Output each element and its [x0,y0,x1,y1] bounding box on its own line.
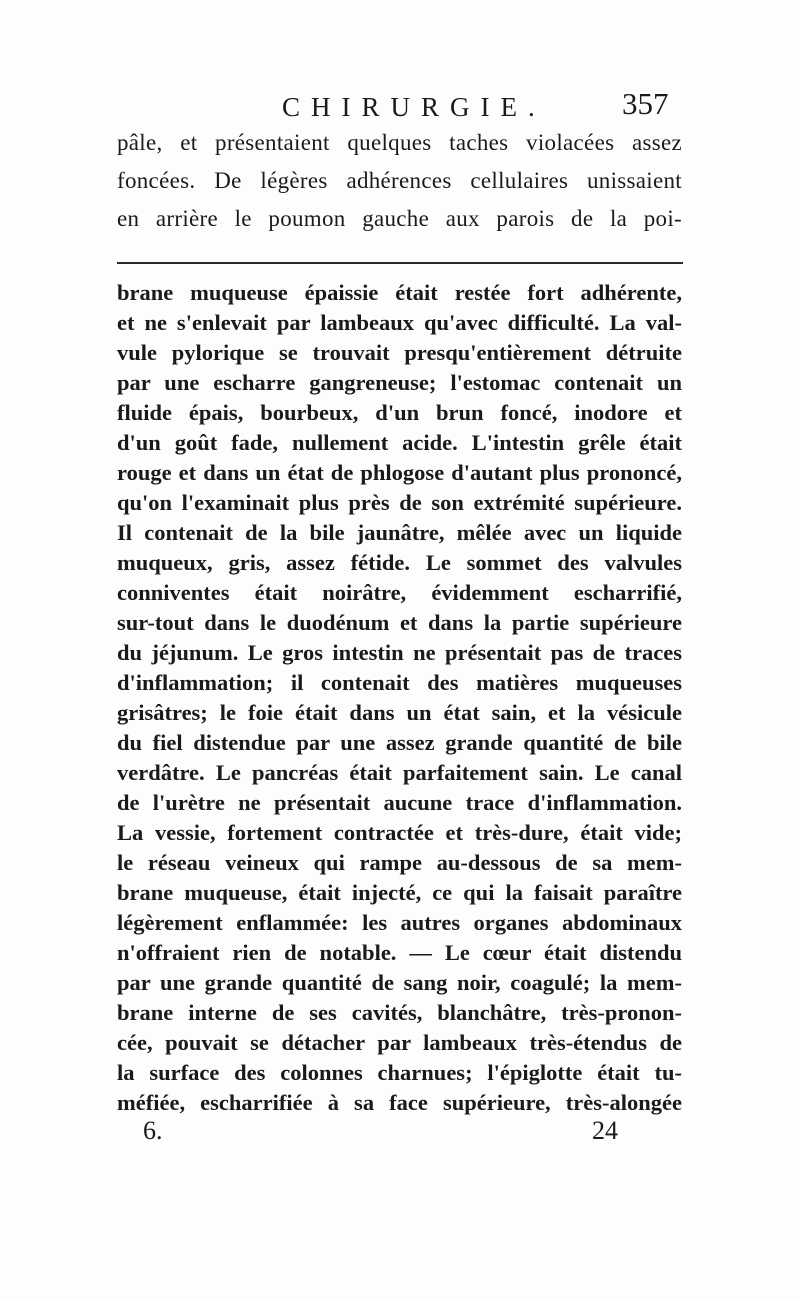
note-line: méfiée, escharrifiée à sa face supérieure, très-alongée [117,1090,682,1115]
note-line: grisâtres; le foie était dans un état sain, et la vésicule [117,700,682,725]
folio-number: 24 [592,1116,618,1145]
note-line: de l'urètre ne présentait aucune trace d'inflammation. [117,790,682,815]
note-line: muqueux, gris, assez fétide. Le sommet des valvules [117,550,682,575]
note-line: d'inflammation; il contenait des matières muqueuses [117,670,682,695]
note-line: brane interne de ses cavités, blanchâtre, très-pronon- [117,1000,682,1025]
signature-mark: 6. [143,1116,163,1145]
note-line: vule pylorique se trouvait presqu'entièrement détruite [117,340,682,365]
note-line: Il contenait de la bile jaunâtre, mêlée avec un liquide [117,520,682,545]
note-line: par une grande quantité de sang noir, coagulé; la mem- [117,970,682,995]
running-head: CHIRURGIE. [282,92,546,122]
note-line: brane muqueuse, était injecté, ce qui la faisait paraître [117,880,682,905]
note-line: et ne s'enlevait par lambeaux qu'avec difficulté. La val- [117,310,682,335]
text-line: pâle, et présentaient quelques taches violacées assez [117,130,682,155]
page-number: 357 [622,86,669,121]
note-line: conniventes était noirâtre, évidemment escharrifié, [117,580,682,605]
note-line: le réseau veineux qui rampe au-dessous de sa mem- [117,850,682,875]
text-line: foncées. De légères adhérences cellulaires unissaient [117,168,682,193]
note-line: du jéjunum. Le gros intestin ne présentait pas de traces [117,640,682,665]
note-line: par une escharre gangreneuse; l'estomac contenait un [117,370,682,395]
note-line: n'offraient rien de notable. — Le cœur était distendu [117,940,682,965]
note-line: rouge et dans un état de phlogose d'autant plus prononcé, [117,460,682,485]
note-line: brane muqueuse épaissie était restée fort adhérente, [117,280,682,305]
note-line: fluide épais, bourbeux, d'un brun foncé, inodore et [117,400,682,425]
note-line: La vessie, fortement contractée et très-dure, était vide; [117,820,682,845]
note-line: cée, pouvait se détacher par lambeaux très-étendus de [117,1030,682,1055]
note-line: sur-tout dans le duodénum et dans la partie supérieure [117,610,682,635]
note-line: la surface des colonnes charnues; l'épiglotte était tu- [117,1060,682,1085]
note-line: d'un goût fade, nullement acide. L'intestin grêle était [117,430,682,455]
text-line: en arrière le poumon gauche aux parois de la poi- [117,206,682,231]
note-line: qu'on l'examinait plus près de son extrémité supérieure. [117,490,682,515]
note-line: légèrement enflammée: les autres organes abdominaux [117,910,682,935]
note-line: verdâtre. Le pancréas était parfaitement sain. Le canal [117,760,682,785]
note-line: du fiel distendue par une assez grande quantité de bile [117,730,682,755]
footnote-divider [117,262,683,264]
